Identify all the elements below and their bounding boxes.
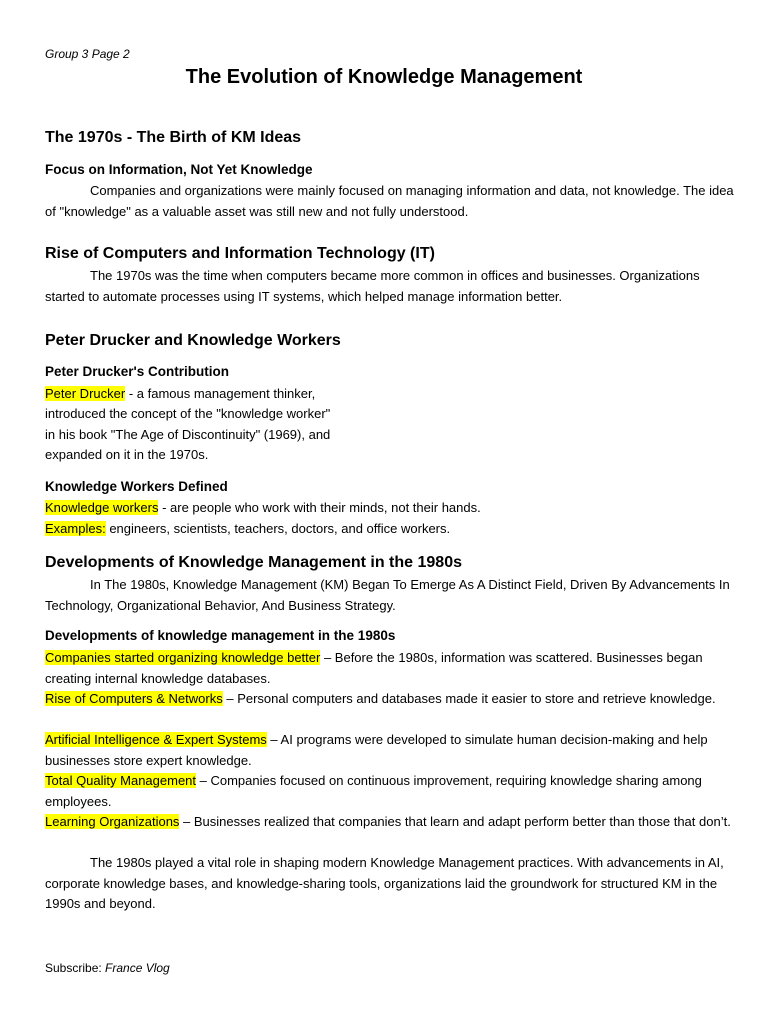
paragraph-focus-information: Companies and organizations were mainly focused on managing information and data, not knowledge. The idea of "knowledge" as a valuable asset was still new and not fully understood. [45,183,734,219]
examples-line: Examples: engineers, scientists, teachers, doctors, and office workers. [45,521,451,536]
section-heading-drucker: Peter Drucker and Knowledge Workers [45,332,341,349]
highlight-item: Companies started organizing knowledge better [45,650,321,665]
subheading-1980s-developments: Developments of knowledge management in the 1980s [45,628,396,643]
list-item: Artificial Intelligence & Expert Systems – AI programs were developed to simulate human decision-making and help businesses store expert knowledge. [45,732,708,768]
section-heading-1970s: The 1970s - The Birth of KM Ideas [45,129,302,146]
subheading-drucker-contribution: Peter Drucker's Contribution [45,364,229,379]
list-item: Learning Organizations – Businesses realized that companies that learn and adapt perform better than those that don’t. [45,814,731,829]
list-item: Companies started organizing knowledge better – Before the 1980s, information was scattered. Businesses began creating internal knowledge databases. [45,650,703,686]
drucker-line-4: expanded on it in the 1970s. [45,447,209,462]
highlight-peter-drucker: Peter Drucker [45,386,126,401]
highlight-item: Learning Organizations [45,814,180,829]
paragraph-1980s-intro: In The 1980s, Knowledge Management (KM) Began To Emerge As A Distinct Field, Driven By Advancements In Technology, Organizational Behavior, And Business Strategy. [45,577,730,613]
highlight-item: Artificial Intelligence & Expert Systems [45,732,267,747]
section-heading-1980s: Developments of Knowledge Management in the 1980s [45,554,462,571]
subheading-rise-of-computers: Rise of Computers and Information Technology (IT) [45,245,435,262]
paragraph-1980s-closing: The 1980s played a vital role in shaping modern Knowledge Management practices. With advancements in AI, corporate knowledge bases, and knowledge-sharing tools, organizations laid the groundwork for structured KM in the 1990s and beyond. [45,855,724,911]
list-item: Total Quality Management – Companies focused on continuous improvement, requiring knowledge sharing among employees. [45,773,702,809]
highlight-item: Total Quality Management [45,773,197,788]
highlight-knowledge-workers: Knowledge workers [45,500,159,515]
highlight-examples: Examples: [45,521,106,536]
drucker-line-1: Peter Drucker - a famous management thinker, [45,386,316,401]
footer-subscribe: Subscribe: France Vlog [45,961,170,975]
list-item: Rise of Computers & Networks – Personal computers and databases made it easier to store and retrieve knowledge. [45,691,716,706]
drucker-line-3: in his book "The Age of Discontinuity" (1969), and [45,427,331,442]
page-title: The Evolution of Knowledge Management [185,66,583,88]
header-note: Group 3 Page 2 [45,47,130,61]
paragraph-rise-of-computers: The 1970s was the time when computers became more common in offices and businesses. Organizations started to automate processes using IT systems, which helped manage information better. [45,268,700,304]
drucker-line-2: introduced the concept of the "knowledge worker" [45,406,331,421]
subheading-knowledge-workers: Knowledge Workers Defined [45,479,228,494]
subheading-focus-information: Focus on Information, Not Yet Knowledge [45,162,313,177]
knowledge-workers-line: Knowledge workers - are people who work with their minds, not their hands. [45,500,481,515]
highlight-item: Rise of Computers & Networks [45,691,223,706]
channel-name: France Vlog [105,961,170,975]
